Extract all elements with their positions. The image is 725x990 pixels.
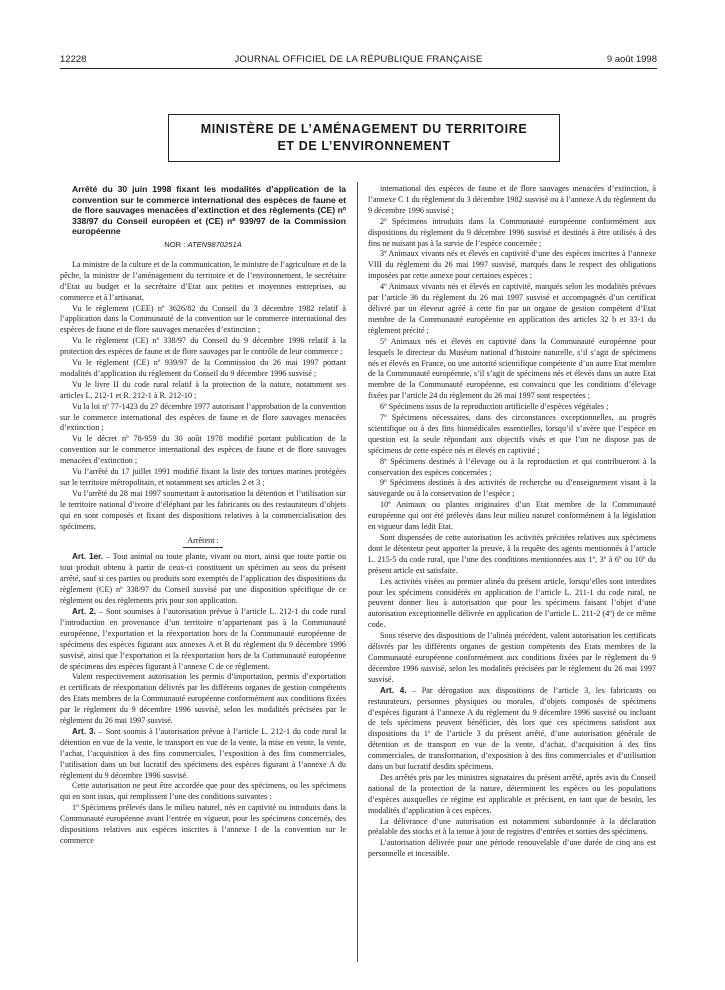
preamble xyxy=(60,260,346,533)
paragraph: Sont dispensées de cette autorisation les activités précitées relatives aux spécimens dont le détenteur peut apporter la preuve, à la requête des agents mentionnés à l’article L. 215-5 du code rural, que l’une des conditions mentionnées aux 1º, 3º à 6º ou 10º du présent article est satisfaite. xyxy=(368,533,656,575)
arretent-rule xyxy=(183,547,223,548)
preamble-paragraph: Vu le règlement (CE) nº 939/97 de la Commission du 26 mai 1997 portant modalités d’application du règlement du Conseil du 9 décembre 1996 susvisé ; xyxy=(60,358,346,378)
preamble-paragraph: Vu le décret nº 78-959 du 30 août 1978 modifié portant publication de la convention sur le commerce international des espèces de faune et de flore sauvages menacées d’extinction ; xyxy=(60,434,346,466)
right-column xyxy=(368,184,656,860)
paragraph: L’autorisation délivrée pour une période renouvelable d’une durée de cinq ans est personnelle et incessible. xyxy=(368,838,656,859)
article-4-text: – Par dérogation aux dispositions de l’article 3, les fabricants ou restaurateurs, personnes physiques ou morales, d’objets composés de spécimens d’espèces figurant à l’annexe A du règlement du 9 décembre 1996 susvisé ou incluant de tels spécimens peuvent bénéficier, dès lors que ces spécimens satisfont aux dispositions du 1º de l’article 3 du présent arrêté, d’une autorisation générale de détention et de transport en vue de la vente, d’achat, d’acquisition à des fins commerciales, de transformation, d’exposition à des fins commerciales et d’utilisation dans un but lucratif desdits spécimens. xyxy=(368,685,657,772)
article-text: – Sont soumises à l’autorisation prévue à l’article L. 212-1 du code rural l’introduction en provenance d’un territoire n’appartenant pas à la Communauté européenne, l’exportation et la réexportation hors de la Communauté européenne de spécimens des espèces figurant aux annexes A et B du règlement du 9 décembre 1996 susvisé, ainsi que l’exportation et la réexportation hors de la Communauté européenne de spécimens des espèces figurant à l’annexe C de ce règlement. xyxy=(60,606,347,671)
paragraph: 10º Animaux ou plantes originaires d’un Etat membre de la Communauté européenne qui ont été prélevés dans leur milieu naturel conformément à la législation en vigueur dans ledit Etat. xyxy=(368,500,656,532)
preamble-paragraph: Vu le règlement (CE) nº 338/97 du Conseil du 9 décembre 1996 relatif à la protection des espèces de faune et de flore sauvages par le contrôle de leur commerce ; xyxy=(60,336,346,357)
article-4-label: Art. 4. xyxy=(380,685,407,695)
paragraph: 1º Spécimens prélevés dans le milieu naturel, nés en captivité ou introduits dans la Communauté européenne avant l’entrée en vigueur, pour les spécimens concernés, des dispositions relatives aux espèces inscrites à l’annexe I de la convention sur le commerce xyxy=(60,803,346,845)
paragraph: 9º Spécimens destinés à des activités de recherche ou d’enseignement visant à la sauvegarde ou à la conservation de l’espèce ; xyxy=(368,478,656,499)
nor-reference xyxy=(60,240,346,251)
preamble-paragraph: Vu le livre II du code rural relatif à la protection de la nature, notamment ses articles L. 212-1 et R. 212-1 à R. 212-10 ; xyxy=(60,379,346,400)
paragraph: 3º Animaux vivants nés et élevés en captivité d’une des espèces inscrites à l’annexe VIII du règlement du 26 mai 1997 susvisé, marqués dans le respect des obligations imposées par cette annexe pour certaines espèces ; xyxy=(368,249,656,281)
preamble-paragraph: Vu l’arrêté du 28 mai 1997 soumettant à autorisation la détention et l’utilisation sur le territoire national d’ivoire d’éléphant par les fabricants ou des restaurateurs d’objets qui en sont composés et fixant des dispositions relatives à la commercialisation des spécimens, xyxy=(60,488,346,531)
page-number: 12228 xyxy=(60,54,87,65)
article-3-text: – Sont soumis à l’autorisation prévue à l’article L. 212-1 du code rural la détention en vue de la vente, le transport en vue de la vente, la mise en vente, la vente, l’achat, l’acquisition à des fins commerciales, l’exposition à des fins commerciales, l’utilisation dans un but lucratif des spécimens des espèces figurant à l’annexe A du règlement du 9 décembre 1996 susvisé. xyxy=(60,726,346,780)
article-3 xyxy=(60,727,346,782)
article-label: Art. 2. xyxy=(72,606,96,616)
paragraph: La délivrance d’une autorisation est notamment subordonnée à la déclaration préalable des stocks et à la tenue à jour de registres d’entrées et sorties des spécimens. xyxy=(368,816,656,837)
article-label: Art. 1er. xyxy=(72,552,104,562)
article-3-conditions-start xyxy=(60,781,346,846)
article xyxy=(60,552,346,607)
nor-label: NOR : xyxy=(164,239,186,249)
preamble-paragraph: Vu le règlement (CEE) nº 3626/82 du Conseil du 3 décembre 1982 relatif à l’application dans la Communauté de la convention sur le commerce international des espèces de faune et de flore sauvages menacées d’extinction ; xyxy=(60,303,346,335)
paragraph: 4º Animaux vivants nés et élevés en captivité, marqués selon les modalités prévues par l’article 36 du règlement du 26 mai 1997 susvisé et accompagnés d’un certificat délivré par un éleveur agréé à cette fin par un organe de gestion compétent d’Etat membre de la Communauté européenne en application des articles 32 b et 33-1 du règlement précité ; xyxy=(368,282,656,335)
paragraph: 8º Spécimens destinés à l’élevage ou à la reproduction et qui contribueront à la conservation des espèces concernées ; xyxy=(368,456,656,477)
article xyxy=(60,607,346,672)
preamble-paragraph: Vu l’arrêté du 17 juillet 1991 modifié fixant la liste des tortues marines protégées sur le territoire métropolitain, et notamment ses articles 2 et 3 ; xyxy=(60,467,346,487)
ministry-heading xyxy=(168,114,560,162)
left-column xyxy=(60,184,346,847)
column-divider xyxy=(357,182,358,962)
paragraph: international des espèces de faune et de flore sauvages menacées d’extinction, à l’annexe C 1 du règlement du 3 décembre 1982 susvisé ou à l’annexe A du règlement du 9 décembre 1996 susvisé ; xyxy=(368,184,656,215)
paragraph: Cette autorisation ne peut être accordée que pour des spécimens, ou les spécimens qui en sont issus, qui remplissent l’une des conditions suivantes : xyxy=(60,781,346,802)
paragraph: Des arrêtés pris par les ministres signataires du présent arrêté, après avis du Conseil national de la protection de la nature, déterminent les espèces ou les populations d’espèces auxquelles ce régime est applicable et précisent, en tant que de besoin, les modalités d’application à ces espèces. xyxy=(368,772,656,815)
article-3-conditions xyxy=(368,184,656,686)
article-4-continued xyxy=(368,773,656,860)
paragraph: Sous réserve des dispositions de l’alinéa précédent, valent autorisation les certificats délivrés par les différents organes de gestion compétents des Etats membres de la Communauté européenne conformément aux conditions fixées par le règlement du 9 décembre 1996 susvisé, selon les modalités précisées par le règlement du 26 mai 1997 susvisé. xyxy=(368,631,656,684)
decree-title: Arrêté du 30 juin 1998 fixant les modalités d’application de la convention sur le commerce international des espèces de faune et de flore sauvages menacées d’extinction et des règlements (CE) nº 338/97 du Conseil européen et (CE) nº 939/97 de la Commission européenne xyxy=(72,184,346,237)
header-rule xyxy=(60,68,657,69)
paragraph: 7º Spécimens nécessaires, dans des circonstances exceptionnelles, au progrès scientifique ou à des fins biomédicales essentielles, lorsqu’il s’avère que l’espèce en question est la seule répondant aux objectifs visés et que l’on ne dispose pas de spécimens de cette espèce nés et élevés en captivité ; xyxy=(368,413,656,455)
issue-date: 9 août 1998 xyxy=(606,54,657,65)
nor-code: ATEN9870251A xyxy=(187,239,242,249)
journal-title: JOURNAL OFFICIEL DE LA RÉPUBLIQUE FRANÇAISE xyxy=(234,54,483,65)
preamble-paragraph: Vu la loi nº 77-1423 du 27 décembre 1977 autorisant l’approbation de la convention sur le commerce international des espèces de faune et de flore sauvages menacées d’extinction ; xyxy=(60,401,346,433)
paragraph: 2º Spécimens introduits dans la Communauté européenne conformément aux dispositions du règlement du 9 décembre 1996 susvisé et destinés à être utilisés à des fins ne nuisant pas à la survie de l’espèce concernée ; xyxy=(368,216,656,248)
article-text: – Tout animal ou toute plante, vivant ou mort, ainsi que toute partie ou tout produit obtenu à partir de ceux-ci constituent un spécimen au sens du présent arrêté, sauf si ces parties ou produits sont exemptés de l’application des dispositions du règlement (CE) nº 338/97 du Conseil susvisé par une disposition spécifique de ce règlement ou des règlements pris pour son application. xyxy=(60,552,347,606)
articles-left xyxy=(60,552,346,672)
arretent-heading: Arrêtent : xyxy=(187,535,219,545)
article-3-label: Art. 3. xyxy=(72,726,96,736)
article-4 xyxy=(368,686,656,773)
paragraph: Valent respectivement autorisation les permis d’importation, permis d’exportation et certificats de réexportation délivrés par les différents organes de gestion compétents des Etats membres de la Communauté européenne conformément aux conditions fixées par le règlement du 9 décembre 1996 susvisé, selon les modalités précisées par le règlement du 26 mai 1997 susvisé. xyxy=(60,672,346,726)
article-2-continued xyxy=(60,672,346,727)
ministry-line-1: MINISTÈRE DE L’AMÉNAGEMENT DU TERRITOIRE xyxy=(200,122,528,136)
paragraph: 6º Spécimens issus de la reproduction artificielle d’espèces végétales ; xyxy=(380,402,609,412)
paragraph: Les activités visées au premier alinéa du présent article, lorsqu’elles sont interdites pour les spécimens considérés en application de l’article L. 211-1 du code rural, ne peuvent donner lieu à autorisation que pour les spécimens faisant l’objet d’une autorisation exceptionnelle délivrée en application de l’article L. 211-2 (4º) de ce même code. xyxy=(368,576,656,630)
paragraph: 5º Animaux nés et élevés en captivité dans la Communauté européenne pour lesquels le directeur du Muséum national d’histoire naturelle, s’il s’agit de spécimens nés et élevés en France, ou une autorité scientifique compétente d’un autre Etat membre de la Communauté européenne, s’il s’agit de spécimens nés et élevés dans un autre Etat membre de la Communauté européenne, est convaincu que les conditions d’élevage fixées par l’article 24 du règlement du 26 mai 1997 sont respectées ; xyxy=(368,336,656,401)
ministry-line-2: ET DE L’ENVIRONNEMENT xyxy=(277,139,451,153)
preamble-paragraph: La ministre de la culture et de la communication, le ministre de l’agriculture et de la pêche, la ministre de l’aménagement du territoire et de l’environnement, le secrétaire d’Etat au budget et la secrétaire d’Etat aux petites et moyennes entreprises, au commerce et à l’artisanat, xyxy=(60,259,346,302)
